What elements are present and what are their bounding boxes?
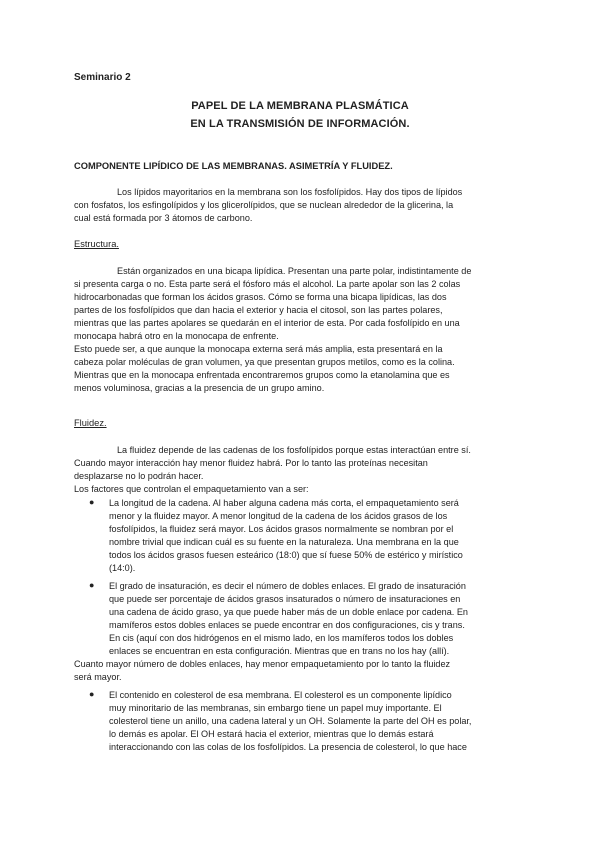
bullet3-line: lo demás es apolar. El OH estará hacia el exterior, mientras que lo demás estará [109, 729, 434, 739]
bullet2-line: mamíferos estos dobles enlaces se puede encontrar en dos configuraciones, cis y trans. [109, 620, 465, 630]
bullet1-line: todos los ácidos grasos fuesen esteárico (18:0) que sí fuese 50% de estérico y mirístico [109, 550, 463, 560]
estructura-line: Están organizados en una bicapa lipídica. Presentan una parte polar, indistintamente de [117, 266, 472, 276]
bullet3-line: interaccionando con las colas de los fosfolípidos. La presencia de colesterol, lo que hace [109, 742, 467, 752]
bullet1-line: fosfolípidos, la fluidez será mayor. Los ácidos grasos normalmente se nombran por el [109, 524, 454, 534]
bullet2-line: En cis (aquí con dos hidrógenos en el mismo lado, en los mamíferos todos los dobles [109, 633, 454, 643]
estructura-line: si presenta carga o no. Esta parte será el fósforo más el alcohol. La parte apolar son las 2 colas [74, 279, 461, 289]
bullet1-line: (14:0). [109, 563, 136, 573]
estructura-line: monocapa habrá otro en la monocapa de enfrente. [74, 331, 279, 341]
heading-estructura: Estructura. [74, 239, 119, 249]
intro-line: con fosfatos, los esfingolípidos y los glicerolípidos, que se nuclean alrededor de la glicerina, la [74, 200, 454, 210]
document-title-line-2: EN LA TRANSMISIÓN DE INFORMACIÓN. [190, 118, 410, 130]
section-title: COMPONENTE LIPÍDICO DE LAS MEMBRANAS. ASIMETRÍA Y FLUIDEZ. [74, 161, 393, 171]
estructura-line: Mientras que en la monocapa enfrentada encontraremos grupos como la etanolamina que es [74, 370, 450, 380]
bullet-icon: ● [89, 689, 95, 699]
estructura-line: partes de los fosfolípidos que dan hacia el exterior y hacia el citosol, son las partes polares, [74, 305, 443, 315]
fluidez-line: La fluidez depende de las cadenas de los fosfolípidos porque estas interactúan entre sí. [117, 445, 471, 455]
bullet2-line: El grado de insaturación, es decir el número de dobles enlaces. El grado de insaturación [109, 581, 466, 591]
seminar-label: Seminario 2 [74, 72, 131, 83]
estructura-line: mientras que las partes apolares se quedarán en el interior de esta. Por cada fosfolípido en una [74, 318, 460, 328]
bullet2-line: una cadena de ácido graso, ya que puede haber más de un doble enlace por cadena. En [109, 607, 468, 617]
intro-line: Los lípidos mayoritarios en la membrana son los fosfolípidos. Hay dos tipos de lípidos [117, 187, 463, 197]
bullet3-line: colesterol tiene un anillo, una cadena lateral y un OH. Solamente la parte del OH es polar, [109, 716, 472, 726]
bullet1-line: nombre trivial que indican cuál es su fuente en la naturaleza. Una membrana en la que [109, 537, 459, 547]
document-title-line-1: PAPEL DE LA MEMBRANA PLASMÁTICA [191, 100, 409, 112]
fluidez-line: desplazarse no lo podrán hacer. [74, 471, 204, 481]
intro-line: cual está formada por 3 átomos de carbono. [74, 213, 253, 223]
bullet1-line: menor y la fluidez mayor. A menor longitud de la cadena de los ácidos grasos de los [109, 511, 448, 521]
bullet2-line: que puede ser porcentaje de ácidos grasos insaturados o número de insaturaciones en [109, 594, 461, 604]
bullet-icon: ● [89, 580, 95, 590]
heading-fluidez: Fluidez. [74, 418, 107, 428]
fluidez-line: Cuando mayor interacción hay menor fluidez habrá. Por lo tanto las proteínas necesitan [74, 458, 428, 468]
estructura-line: menos voluminosa, gracias a la presencia de un grupo amino. [74, 383, 325, 393]
estructura-line: cabeza polar moléculas de gran volumen, ya que presentan grupos metilos, como es la colina. [74, 357, 455, 367]
estructura-line: Esto puede ser, a que aunque la monocapa externa será más amplia, esta presentará en la [74, 344, 443, 354]
fluidez-line: Los factores que controlan el empaquetamiento van a ser: [74, 484, 309, 494]
estructura-line: hidrocarbonadas que forman los ácidos grasos. Cómo se forma una bicapa lipídicas, las dos [74, 292, 447, 302]
fluidez-line: Cuanto mayor número de dobles enlaces, hay menor empaquetamiento por lo tanto la fluidez [74, 659, 451, 669]
bullet1-line: La longitud de la cadena. Al haber alguna cadena más corta, el empaquetamiento será [109, 498, 459, 508]
bullet3-line: muy minoritario de las membranas, sin embargo tiene un papel muy importante. El [109, 703, 442, 713]
bullet3-line: El contenido en colesterol de esa membrana. El colesterol es un componente lipídico [109, 690, 452, 700]
bullet2-line: enlaces se encuentran en esta configuración. Mientras que en trans no los hay (allí). [109, 646, 450, 656]
bullet-icon: ● [89, 497, 95, 507]
fluidez-line: será mayor. [74, 672, 122, 682]
